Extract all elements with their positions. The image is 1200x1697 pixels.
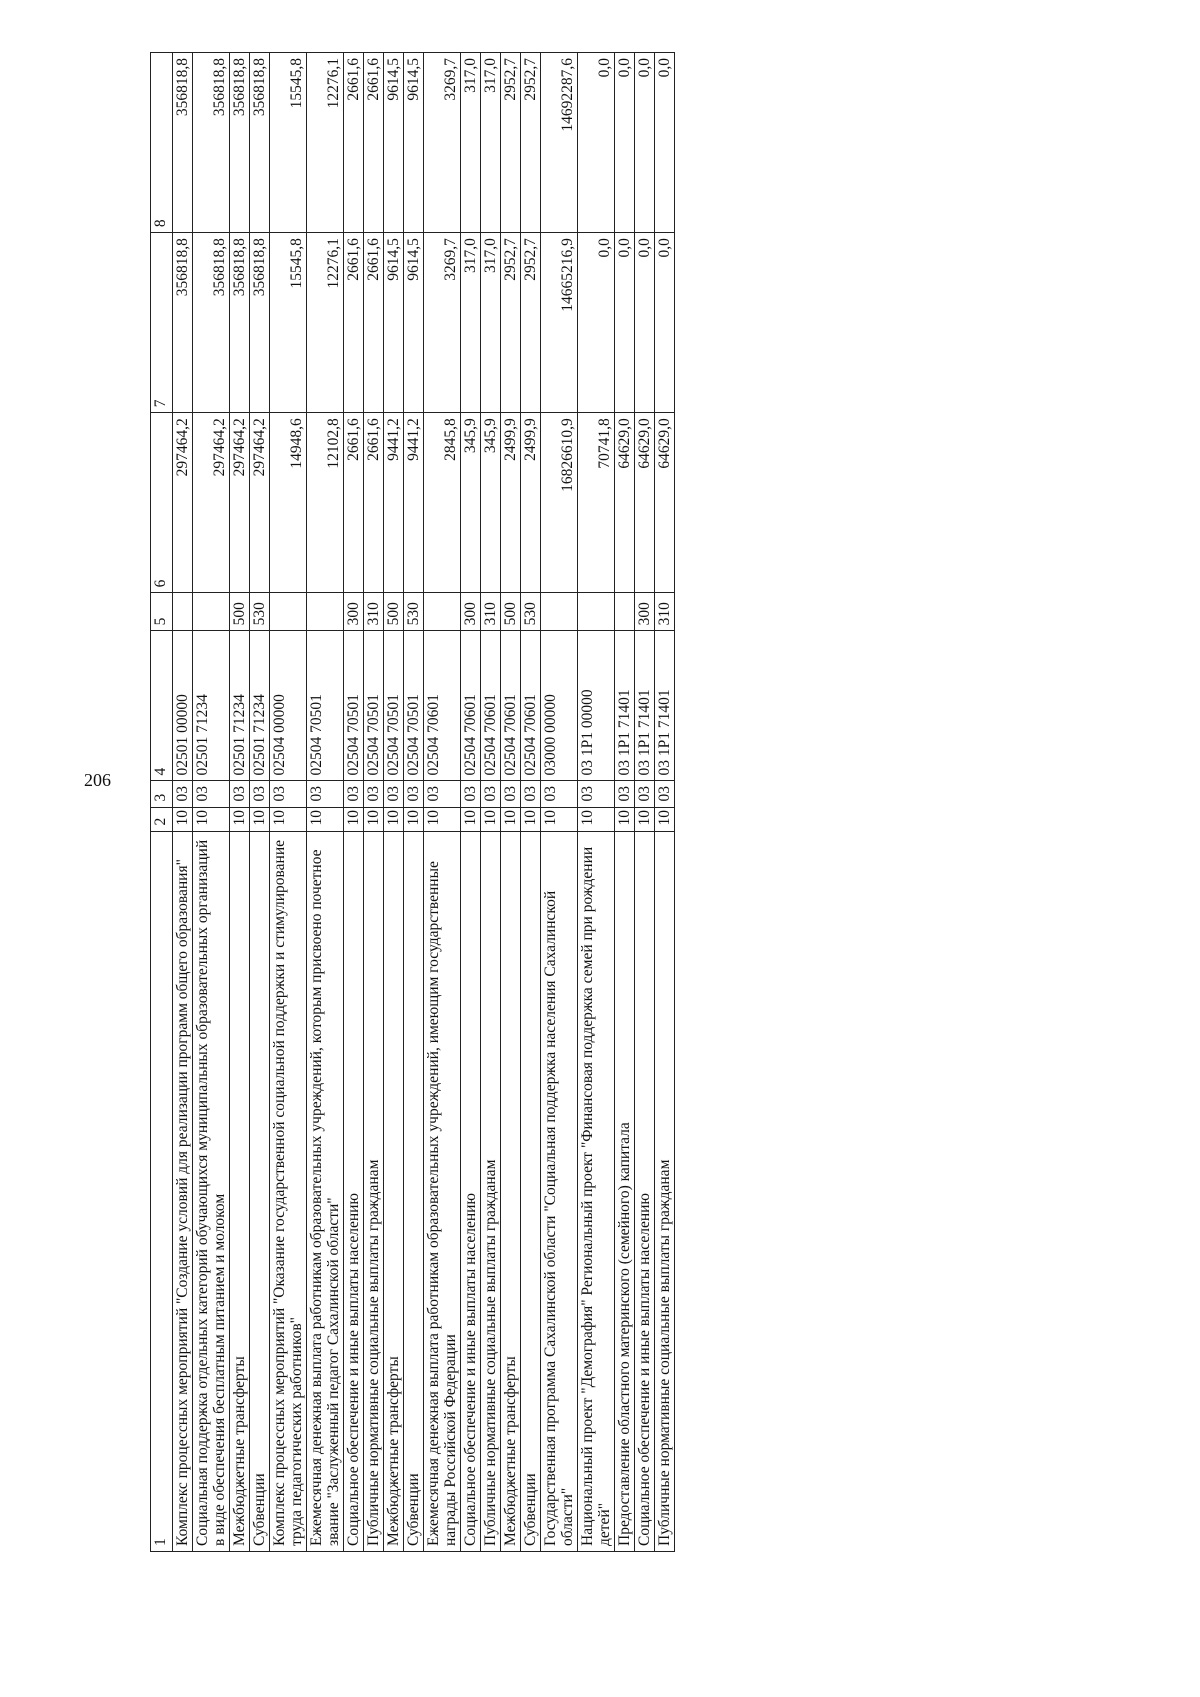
cell-col-8: 2952,7	[521, 53, 541, 233]
cell-col-5	[270, 593, 307, 631]
table-row	[481, 53, 501, 1552]
table-row	[424, 53, 461, 1552]
cell-col-3: 03	[384, 781, 404, 807]
cell-col-6: 64629,0	[615, 413, 635, 593]
cell-col-6: 64629,0	[655, 413, 675, 593]
table-row	[384, 53, 404, 1552]
cell-col-4: 02504 70601	[481, 631, 501, 781]
cell-col-7: 2952,7	[521, 233, 541, 413]
cell-col-7: 14665216,9	[541, 233, 578, 413]
cell-col-7: 12276,1	[307, 233, 344, 413]
table-row	[655, 53, 675, 1552]
cell-col-8: 356818,8	[193, 53, 230, 233]
cell-col-6: 9441,2	[404, 413, 424, 593]
cell-col-8: 0,0	[655, 53, 675, 233]
cell-col-4: 02501 00000	[173, 631, 193, 781]
cell-col-5: 300	[635, 593, 655, 631]
cell-col-3: 03	[521, 781, 541, 807]
cell-col-8: 356818,8	[250, 53, 270, 233]
cell-col-4: 03 1Р1 71401	[655, 631, 675, 781]
cell-col-8: 9614,5	[404, 53, 424, 233]
table-row	[270, 53, 307, 1552]
cell-col-4: 03 1Р1 00000	[578, 631, 615, 781]
cell-col-5: 310	[655, 593, 675, 631]
cell-col-5	[615, 593, 635, 631]
row-name-cell: Межбюджетные трансферты	[230, 831, 250, 1551]
cell-col-4: 02504 70501	[344, 631, 364, 781]
cell-col-2: 10	[578, 807, 615, 831]
row-name-cell: Государственная программа Сахалинской области "Социальная поддержка населения Сахалинской области"	[541, 831, 578, 1551]
row-name-cell: Ежемесячная денежная выплата работникам образовательных учреждений, имеющим государственные награды Российской Федерации	[424, 831, 461, 1551]
cell-col-5	[541, 593, 578, 631]
page-number: 206	[84, 770, 111, 790]
table-row	[344, 53, 364, 1552]
cell-col-2: 10	[230, 807, 250, 831]
cell-col-2: 10	[193, 807, 230, 831]
cell-col-4: 02504 70601	[461, 631, 481, 781]
row-name-cell: Публичные нормативные социальные выплаты гражданам	[481, 831, 501, 1551]
cell-col-5: 310	[364, 593, 384, 631]
cell-col-3: 03	[270, 781, 307, 807]
row-name-cell: Субвенции	[521, 831, 541, 1551]
cell-col-5: 500	[230, 593, 250, 631]
cell-col-5: 530	[521, 593, 541, 631]
cell-col-3: 03	[501, 781, 521, 807]
cell-col-3: 03	[635, 781, 655, 807]
row-name-cell: Комплекс процессных мероприятий "Создание условий для реализации программ общего образования"	[173, 831, 193, 1551]
cell-col-6: 297464,2	[230, 413, 250, 593]
cell-col-7: 3269,7	[424, 233, 461, 413]
cell-col-2: 10	[655, 807, 675, 831]
cell-col-7: 356818,8	[193, 233, 230, 413]
cell-col-5: 310	[481, 593, 501, 631]
cell-col-6: 2499,9	[501, 413, 521, 593]
cell-col-6: 9441,2	[384, 413, 404, 593]
cell-col-4: 02504 70501	[384, 631, 404, 781]
cell-col-8: 2952,7	[501, 53, 521, 233]
col-header-2: 2	[151, 807, 173, 831]
cell-col-5	[173, 593, 193, 631]
cell-col-3: 03	[615, 781, 635, 807]
cell-col-6: 2661,6	[364, 413, 384, 593]
cell-col-4: 02504 70501	[364, 631, 384, 781]
cell-col-6: 64629,0	[635, 413, 655, 593]
cell-col-8: 356818,8	[230, 53, 250, 233]
cell-col-8: 0,0	[635, 53, 655, 233]
col-header-8: 8	[151, 53, 173, 233]
cell-col-3: 03	[541, 781, 578, 807]
table-row	[230, 53, 250, 1552]
row-name-cell: Социальная поддержка отдельных категорий обучающихся муниципальных образовательных организаций в виде обеспечения бесплатным питанием и молоком	[193, 831, 230, 1551]
row-name-cell: Комплекс процессных мероприятий "Оказание государственной социальной поддержки и стимулирование труда педагогических работников"	[270, 831, 307, 1551]
cell-col-5	[193, 593, 230, 631]
table-row	[521, 53, 541, 1552]
cell-col-7: 0,0	[635, 233, 655, 413]
cell-col-4: 02501 71234	[250, 631, 270, 781]
table-row	[404, 53, 424, 1552]
cell-col-4: 02504 70601	[521, 631, 541, 781]
cell-col-2: 10	[364, 807, 384, 831]
cell-col-3: 03	[424, 781, 461, 807]
table-row	[615, 53, 635, 1552]
table-row	[250, 53, 270, 1552]
cell-col-5: 530	[404, 593, 424, 631]
cell-col-8: 0,0	[615, 53, 635, 233]
cell-col-2: 10	[404, 807, 424, 831]
cell-col-3: 03	[173, 781, 193, 807]
cell-col-6: 297464,2	[173, 413, 193, 593]
cell-col-5: 300	[344, 593, 364, 631]
cell-col-5: 530	[250, 593, 270, 631]
cell-col-3: 03	[404, 781, 424, 807]
cell-col-7: 2661,6	[364, 233, 384, 413]
cell-col-3: 03	[307, 781, 344, 807]
cell-col-6: 2499,9	[521, 413, 541, 593]
table-row	[461, 53, 481, 1552]
cell-col-7: 0,0	[578, 233, 615, 413]
cell-col-4: 02504 70601	[424, 631, 461, 781]
cell-col-2: 10	[481, 807, 501, 831]
budget-table	[150, 52, 675, 1552]
cell-col-3: 03	[578, 781, 615, 807]
cell-col-6: 297464,2	[193, 413, 230, 593]
cell-col-7: 356818,8	[173, 233, 193, 413]
row-name-cell: Межбюджетные трансферты	[501, 831, 521, 1551]
cell-col-8: 0,0	[578, 53, 615, 233]
table-row	[541, 53, 578, 1552]
cell-col-5: 500	[384, 593, 404, 631]
cell-col-8: 3269,7	[424, 53, 461, 233]
cell-col-2: 10	[461, 807, 481, 831]
cell-col-7: 0,0	[655, 233, 675, 413]
cell-col-8: 9614,5	[384, 53, 404, 233]
cell-col-6: 2661,6	[344, 413, 364, 593]
cell-col-6: 12102,8	[307, 413, 344, 593]
cell-col-6: 345,9	[461, 413, 481, 593]
cell-col-6: 345,9	[481, 413, 501, 593]
row-name-cell: Предоставление областного материнского (семейного) капитала	[615, 831, 635, 1551]
budget-table-rotated	[150, 52, 1095, 1552]
row-name-cell: Субвенции	[250, 831, 270, 1551]
cell-col-7: 2952,7	[501, 233, 521, 413]
table-row	[501, 53, 521, 1552]
cell-col-7: 317,0	[461, 233, 481, 413]
cell-col-8: 12276,1	[307, 53, 344, 233]
cell-col-6: 297464,2	[250, 413, 270, 593]
cell-col-5: 500	[501, 593, 521, 631]
cell-col-4: 02504 70501	[404, 631, 424, 781]
row-name-cell: Социальное обеспечение и иные выплаты населению	[344, 831, 364, 1551]
cell-col-8: 317,0	[461, 53, 481, 233]
row-name-cell: Национальный проект "Демография" Региональный проект "Финансовая поддержка семей при рождении детей"	[578, 831, 615, 1551]
table-row	[173, 53, 193, 1552]
cell-col-2: 10	[307, 807, 344, 831]
cell-col-5: 300	[461, 593, 481, 631]
cell-col-5	[307, 593, 344, 631]
row-name-cell: Публичные нормативные социальные выплаты гражданам	[364, 831, 384, 1551]
cell-col-8: 14692287,6	[541, 53, 578, 233]
col-header-7: 7	[151, 233, 173, 413]
cell-col-3: 03	[250, 781, 270, 807]
cell-col-8: 356818,8	[173, 53, 193, 233]
cell-col-2: 10	[344, 807, 364, 831]
cell-col-5	[424, 593, 461, 631]
table-row	[635, 53, 655, 1552]
cell-col-8: 2661,6	[344, 53, 364, 233]
cell-col-2: 10	[615, 807, 635, 831]
cell-col-8: 317,0	[481, 53, 501, 233]
cell-col-4: 02504 70601	[501, 631, 521, 781]
cell-col-4: 02501 71234	[193, 631, 230, 781]
cell-col-2: 10	[384, 807, 404, 831]
cell-col-2: 10	[501, 807, 521, 831]
table-row	[578, 53, 615, 1552]
table-row	[193, 53, 230, 1552]
cell-col-4: 03000 00000	[541, 631, 578, 781]
cell-col-8: 2661,6	[364, 53, 384, 233]
cell-col-4: 02504 70501	[307, 631, 344, 781]
cell-col-8: 15545,8	[270, 53, 307, 233]
col-header-6: 6	[151, 413, 173, 593]
cell-col-3: 03	[461, 781, 481, 807]
table-row	[364, 53, 384, 1552]
cell-col-4: 03 1Р1 71401	[635, 631, 655, 781]
cell-col-7: 2661,6	[344, 233, 364, 413]
cell-col-7: 356818,8	[230, 233, 250, 413]
col-header-5: 5	[151, 593, 173, 631]
cell-col-3: 03	[230, 781, 250, 807]
cell-col-2: 10	[270, 807, 307, 831]
cell-col-2: 10	[635, 807, 655, 831]
cell-col-2: 10	[250, 807, 270, 831]
cell-col-2: 10	[424, 807, 461, 831]
cell-col-7: 15545,8	[270, 233, 307, 413]
row-name-cell: Социальное обеспечение и иные выплаты населению	[635, 831, 655, 1551]
cell-col-6: 2845,8	[424, 413, 461, 593]
cell-col-7: 0,0	[615, 233, 635, 413]
cell-col-3: 03	[655, 781, 675, 807]
cell-col-3: 03	[193, 781, 230, 807]
cell-col-2: 10	[541, 807, 578, 831]
cell-col-7: 317,0	[481, 233, 501, 413]
cell-col-6: 70741,8	[578, 413, 615, 593]
col-header-4: 4	[151, 631, 173, 781]
cell-col-6: 14948,6	[270, 413, 307, 593]
row-name-cell: Ежемесячная денежная выплата работникам образовательных учреждений, которым присвоено почетное звание "Заслуженный педагог Сахалинской области"	[307, 831, 344, 1551]
cell-col-4: 02504 00000	[270, 631, 307, 781]
cell-col-4: 03 1Р1 71401	[615, 631, 635, 781]
row-name-cell: Социальное обеспечение и иные выплаты населению	[461, 831, 481, 1551]
header-row	[151, 53, 173, 1552]
col-header-3: 3	[151, 781, 173, 807]
cell-col-2: 10	[521, 807, 541, 831]
row-name-cell: Публичные нормативные социальные выплаты гражданам	[655, 831, 675, 1551]
row-name-cell: Субвенции	[404, 831, 424, 1551]
cell-col-5	[578, 593, 615, 631]
table-row	[307, 53, 344, 1552]
cell-col-7: 356818,8	[250, 233, 270, 413]
cell-col-3: 03	[344, 781, 364, 807]
cell-col-3: 03	[481, 781, 501, 807]
cell-col-3: 03	[364, 781, 384, 807]
table-body	[173, 53, 675, 1552]
cell-col-4: 02501 71234	[230, 631, 250, 781]
cell-col-7: 9614,5	[404, 233, 424, 413]
cell-col-7: 9614,5	[384, 233, 404, 413]
col-header-1: 1	[151, 831, 173, 1551]
cell-col-6: 16826610,9	[541, 413, 578, 593]
row-name-cell: Межбюджетные трансферты	[384, 831, 404, 1551]
cell-col-2: 10	[173, 807, 193, 831]
